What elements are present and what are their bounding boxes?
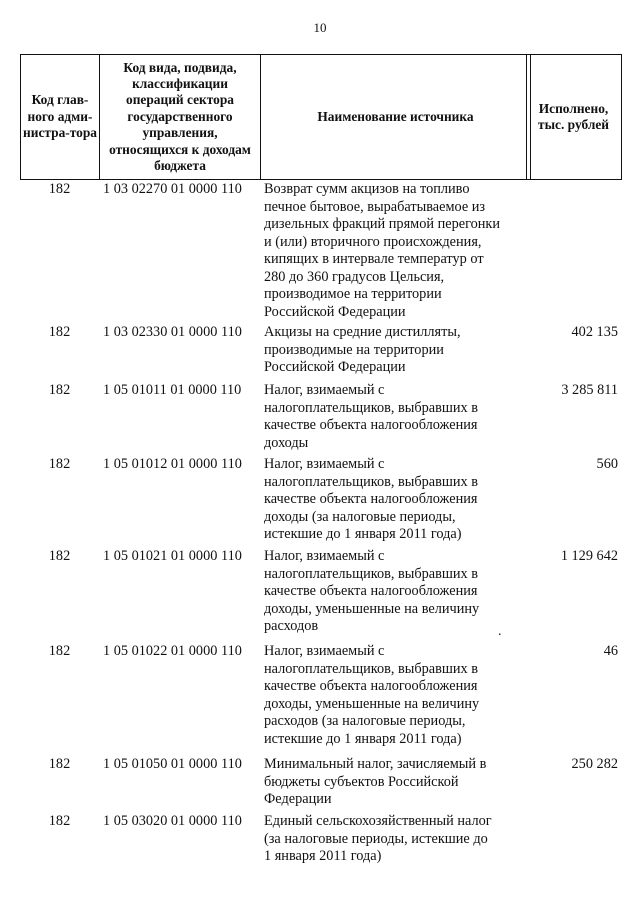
source-name-line: кипящих в интервале температур от bbox=[264, 251, 484, 267]
admin-code: 182 bbox=[48, 324, 71, 340]
source-name-line: Минимальный налог, зачисляемый в bbox=[264, 756, 487, 772]
source-name-line: налогоплательщиков, выбравших в bbox=[264, 565, 479, 582]
admin-code: 182 bbox=[48, 813, 71, 829]
admin-code: 182 bbox=[48, 181, 71, 197]
header-classification-code: Код вида, подвида, классификации операций сектора государственного управления, относящихся к доходам бюджета bbox=[100, 55, 261, 179]
executed-amount: 402 135 bbox=[571, 324, 618, 340]
source-name-line: (за налоговые периоды, истекшие до bbox=[264, 830, 488, 847]
source-name-line: печное бытовое, вырабатываемое из bbox=[264, 198, 486, 215]
classification-code: 1 03 02330 01 0000 110 bbox=[103, 324, 242, 340]
classification-code: 1 05 01012 01 0000 110 bbox=[103, 456, 242, 472]
source-name-line: производимые на территории bbox=[264, 341, 444, 358]
source-name bbox=[264, 456, 514, 544]
source-name-line: Налог, взимаемый с bbox=[264, 643, 385, 659]
source-name-line: качестве объекта налогообложения bbox=[264, 678, 478, 694]
source-name bbox=[264, 382, 514, 452]
admin-code: 182 bbox=[48, 756, 71, 772]
source-name-line: доходы (за налоговые периоды, bbox=[264, 508, 456, 525]
source-name-line: налогоплательщиков, выбравших в bbox=[264, 473, 479, 490]
executed-amount: 1 129 642 bbox=[560, 548, 618, 564]
source-name-line: налогоплательщиков, выбравших в bbox=[264, 399, 479, 416]
source-name-line: Возврат сумм акцизов на топливо bbox=[264, 181, 470, 197]
executed-amount: 46 bbox=[603, 643, 618, 659]
admin-code: 182 bbox=[48, 548, 71, 564]
source-name-line: качестве объекта налогообложения bbox=[264, 583, 478, 599]
admin-code: 182 bbox=[48, 382, 71, 398]
executed-amount: 3 285 811 bbox=[561, 382, 618, 398]
admin-code: 182 bbox=[48, 643, 71, 659]
source-name-line: налогоплательщиков, выбравших в bbox=[264, 660, 479, 677]
source-name bbox=[264, 756, 514, 809]
source-name-line: Налог, взимаемый с bbox=[264, 456, 385, 472]
source-name-line: и (или) вторичного происхождения, bbox=[264, 233, 482, 250]
admin-code: 182 bbox=[48, 456, 71, 472]
source-name-line: Налог, взимаемый с bbox=[264, 548, 385, 564]
source-name-line: доходы, уменьшенные на величину bbox=[264, 695, 480, 712]
stray-mark: . bbox=[498, 624, 502, 639]
executed-amount: 560 bbox=[596, 456, 618, 472]
table-header bbox=[20, 54, 527, 180]
executed-amount: 250 282 bbox=[571, 756, 618, 772]
source-name-line: дизельных фракций прямой перегонки bbox=[264, 216, 500, 232]
source-name bbox=[264, 813, 514, 866]
source-name-line: истекшие до 1 января 2011 года) bbox=[264, 526, 462, 542]
classification-code: 1 05 01050 01 0000 110 bbox=[103, 756, 242, 772]
source-name-line: бюджеты субъектов Российской bbox=[264, 773, 459, 790]
source-name bbox=[264, 324, 514, 377]
source-name-line: доходы, уменьшенные на величину bbox=[264, 600, 480, 617]
source-name-line: Российской Федерации bbox=[264, 303, 406, 320]
source-name-line: качестве объекта налогообложения bbox=[264, 417, 478, 433]
source-name-line: производимое на территории bbox=[264, 286, 442, 302]
header-admin-code: Код глав-ного адми-нистра-тора bbox=[21, 55, 100, 179]
source-name-line: Акцизы на средние дистилляты, bbox=[264, 324, 461, 340]
classification-code: 1 05 01021 01 0000 110 bbox=[103, 548, 242, 564]
header-source-name: Наименование источника bbox=[261, 55, 531, 179]
classification-code: 1 05 01022 01 0000 110 bbox=[103, 643, 242, 659]
header-executed: Исполнено, тыс. рублей bbox=[538, 100, 609, 132]
source-name-line: расходов bbox=[264, 618, 319, 634]
source-name bbox=[264, 181, 514, 321]
source-name-line: истекшие до 1 января 2011 года) bbox=[264, 730, 462, 747]
classification-code: 1 05 01011 01 0000 110 bbox=[103, 382, 242, 398]
source-name-line: доходы bbox=[264, 434, 309, 451]
source-name bbox=[264, 643, 514, 748]
source-name-line: Единый сельскохозяйственный налог bbox=[264, 813, 492, 829]
source-name-line: расходов (за налоговые периоды, bbox=[264, 713, 466, 729]
source-name-line: Российской Федерации bbox=[264, 359, 406, 375]
source-name-line: Налог, взимаемый с bbox=[264, 382, 385, 398]
source-name-line: 1 января 2011 года) bbox=[264, 848, 382, 864]
table-header-executed bbox=[526, 54, 622, 180]
source-name bbox=[264, 548, 514, 636]
source-name-line: качестве объекта налогообложения bbox=[264, 491, 478, 507]
page-number: 10 bbox=[313, 20, 327, 35]
classification-code: 1 05 03020 01 0000 110 bbox=[103, 813, 242, 829]
source-name-line: 280 до 360 градусов Цельсия, bbox=[264, 268, 445, 285]
classification-code: 1 03 02270 01 0000 110 bbox=[103, 181, 242, 197]
source-name-line: Федерации bbox=[264, 791, 332, 807]
